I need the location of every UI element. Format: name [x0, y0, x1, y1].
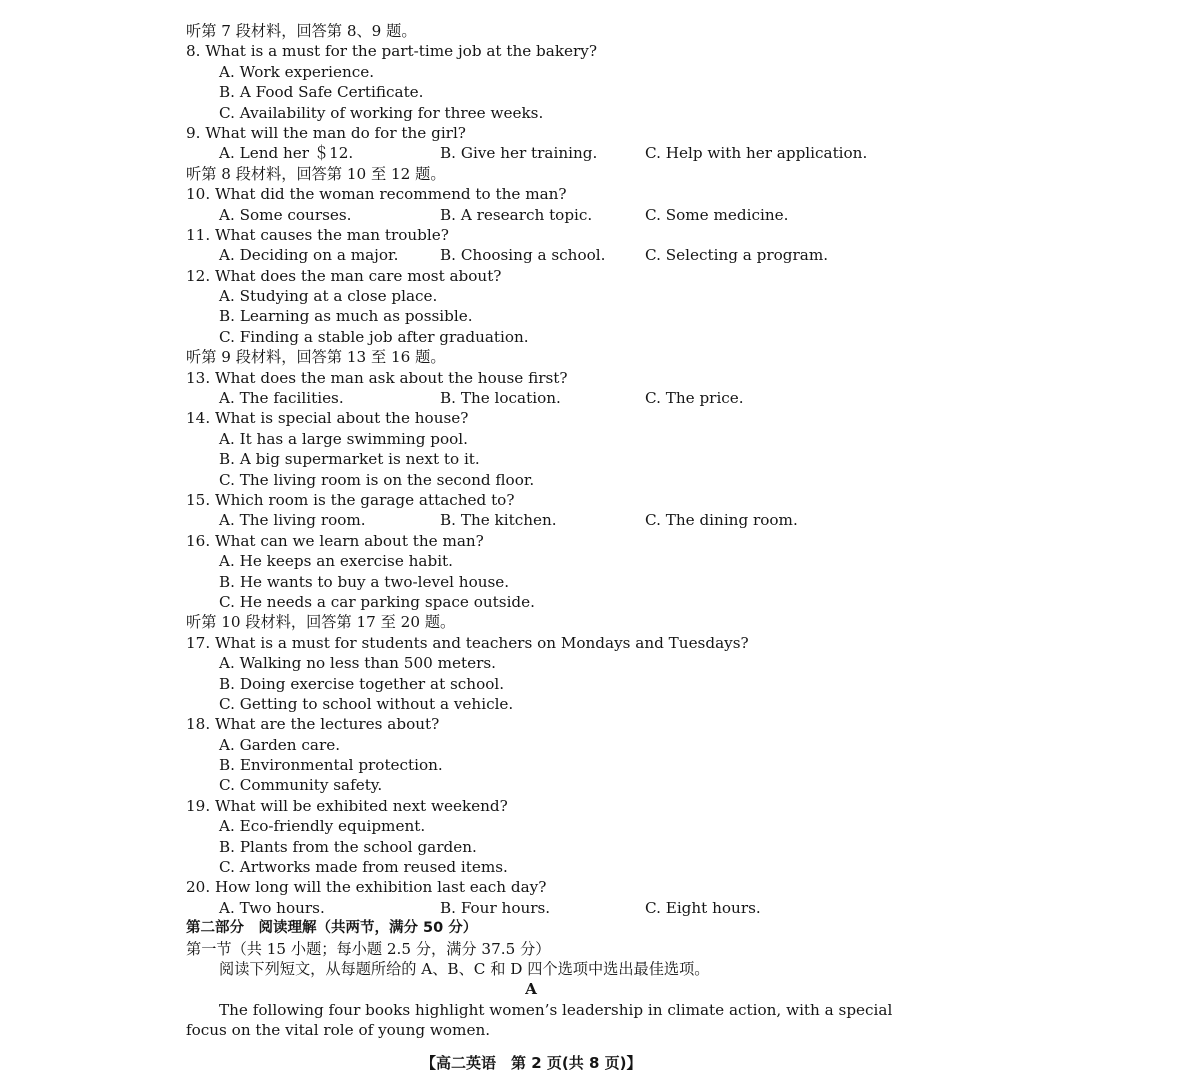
question-line: 12. What does the man care most about? — [186, 266, 502, 285]
question-line: 20. How long will the exhibition last each day? — [186, 878, 547, 897]
option-c: C. Selecting a program. — [645, 246, 829, 265]
option-line: B. A Food Safe Certificate. — [219, 83, 424, 102]
option-line: A. It has a large swimming pool. — [219, 429, 468, 448]
option-c: C. Eight hours. — [645, 898, 761, 917]
question-line: 10. What did the woman recommend to the man? — [186, 185, 567, 204]
question-line: 18. What are the lectures about? — [186, 715, 440, 734]
option-row — [186, 510, 886, 530]
option-line: B. Plants from the school garden. — [219, 837, 477, 856]
option-a: A. Two hours. — [219, 898, 325, 917]
option-b: B. Choosing a school. — [440, 246, 606, 265]
option-line: A. Eco-friendly equipment. — [219, 817, 426, 836]
option-row — [186, 388, 886, 408]
question-line: 16. What can we learn about the man? — [186, 531, 484, 550]
option-line: B. A big supermarket is next to it. — [219, 450, 480, 469]
question-line: 17. What is a must for students and teachers on Mondays and Tuesdays? — [186, 633, 749, 652]
question-line: 8. What is a must for the part-time job at the bakery? — [186, 42, 598, 61]
option-line: C. Finding a stable job after graduation. — [219, 327, 529, 346]
option-b: B. Four hours. — [440, 898, 551, 917]
question-line: 9. What will the man do for the girl? — [186, 123, 466, 142]
option-c: C. Help with her application. — [645, 144, 868, 163]
section-instruction: 听第 7 段材料，回答第 8、9 题。 — [186, 22, 417, 40]
option-line: C. The living room is on the second floor. — [219, 470, 535, 489]
question-line: 14. What is special about the house? — [186, 409, 469, 428]
question-line: 11. What causes the man trouble? — [186, 225, 449, 244]
footer-label: 【高二英语 第 2 页(共 8 页)】 — [421, 1054, 642, 1072]
option-c: C. The dining room. — [645, 511, 798, 530]
section-instruction: 听第 9 段材料，回答第 13 至 16 题。 — [186, 348, 446, 367]
option-b: B. Give her training. — [440, 144, 598, 163]
section-instruction: 第一节（共 15 小题；每小题 2.5 分，满分 37.5 分） — [186, 939, 551, 958]
page-content — [186, 21, 893, 1041]
passage-paragraph: The following four books highlight women’s leadership in climate action, with a special — [219, 1000, 893, 1019]
option-line: A. Walking no less than 500 meters. — [219, 654, 496, 673]
option-row — [186, 143, 886, 163]
option-line: B. He wants to buy a two-level house. — [219, 572, 510, 591]
option-b: B. A research topic. — [440, 205, 593, 224]
option-line: A. Work experience. — [219, 62, 375, 81]
option-a: A. The facilities. — [219, 389, 344, 408]
option-row — [186, 898, 886, 918]
option-row — [186, 245, 886, 265]
question-line: 13. What does the man ask about the house first? — [186, 368, 568, 387]
option-line: A. Garden care. — [219, 735, 341, 754]
option-line: C. Community safety. — [219, 776, 383, 795]
section-instruction: 听第 10 段材料，回答第 17 至 20 题。 — [186, 613, 456, 632]
option-line: C. Availability of working for three weeks. — [219, 103, 544, 122]
option-line: A. Studying at a close place. — [219, 287, 438, 306]
option-a: A. Deciding on a major. — [219, 246, 399, 265]
option-c: C. The price. — [645, 389, 744, 408]
option-a: A. The living room. — [219, 511, 366, 530]
option-a: A. Lend her ＄12. — [219, 144, 354, 163]
option-line: B. Doing exercise together at school. — [219, 674, 505, 693]
passage-heading: A — [525, 980, 537, 999]
question-line: 19. What will be exhibited next weekend? — [186, 796, 508, 815]
option-a: A. Some courses. — [219, 205, 352, 224]
option-line: B. Environmental protection. — [219, 756, 443, 775]
option-line: C. Artworks made from reused items. — [219, 858, 508, 877]
section-instruction: 听第 8 段材料，回答第 10 至 12 题。 — [186, 164, 446, 183]
option-c: C. Some medicine. — [645, 205, 789, 224]
reading-instruction: 阅读下列短文，从每题所给的 A、B、C 和 D 四个选项中选出最佳选项。 — [219, 959, 710, 978]
question-line: focus on the vital role of young women. — [186, 1021, 491, 1040]
option-b: B. The kitchen. — [440, 511, 557, 530]
option-line: B. Learning as much as possible. — [219, 307, 473, 326]
question-line: 15. Which room is the garage attached to? — [186, 490, 515, 509]
option-b: B. The location. — [440, 389, 561, 408]
part-title: 第二部分 阅读理解（共两节，满分 50 分） — [186, 920, 478, 937]
option-line: C. He needs a car parking space outside. — [219, 592, 535, 611]
option-line: A. He keeps an exercise habit. — [219, 552, 453, 571]
option-line: C. Getting to school without a vehicle. — [219, 694, 514, 713]
option-row — [186, 205, 886, 225]
